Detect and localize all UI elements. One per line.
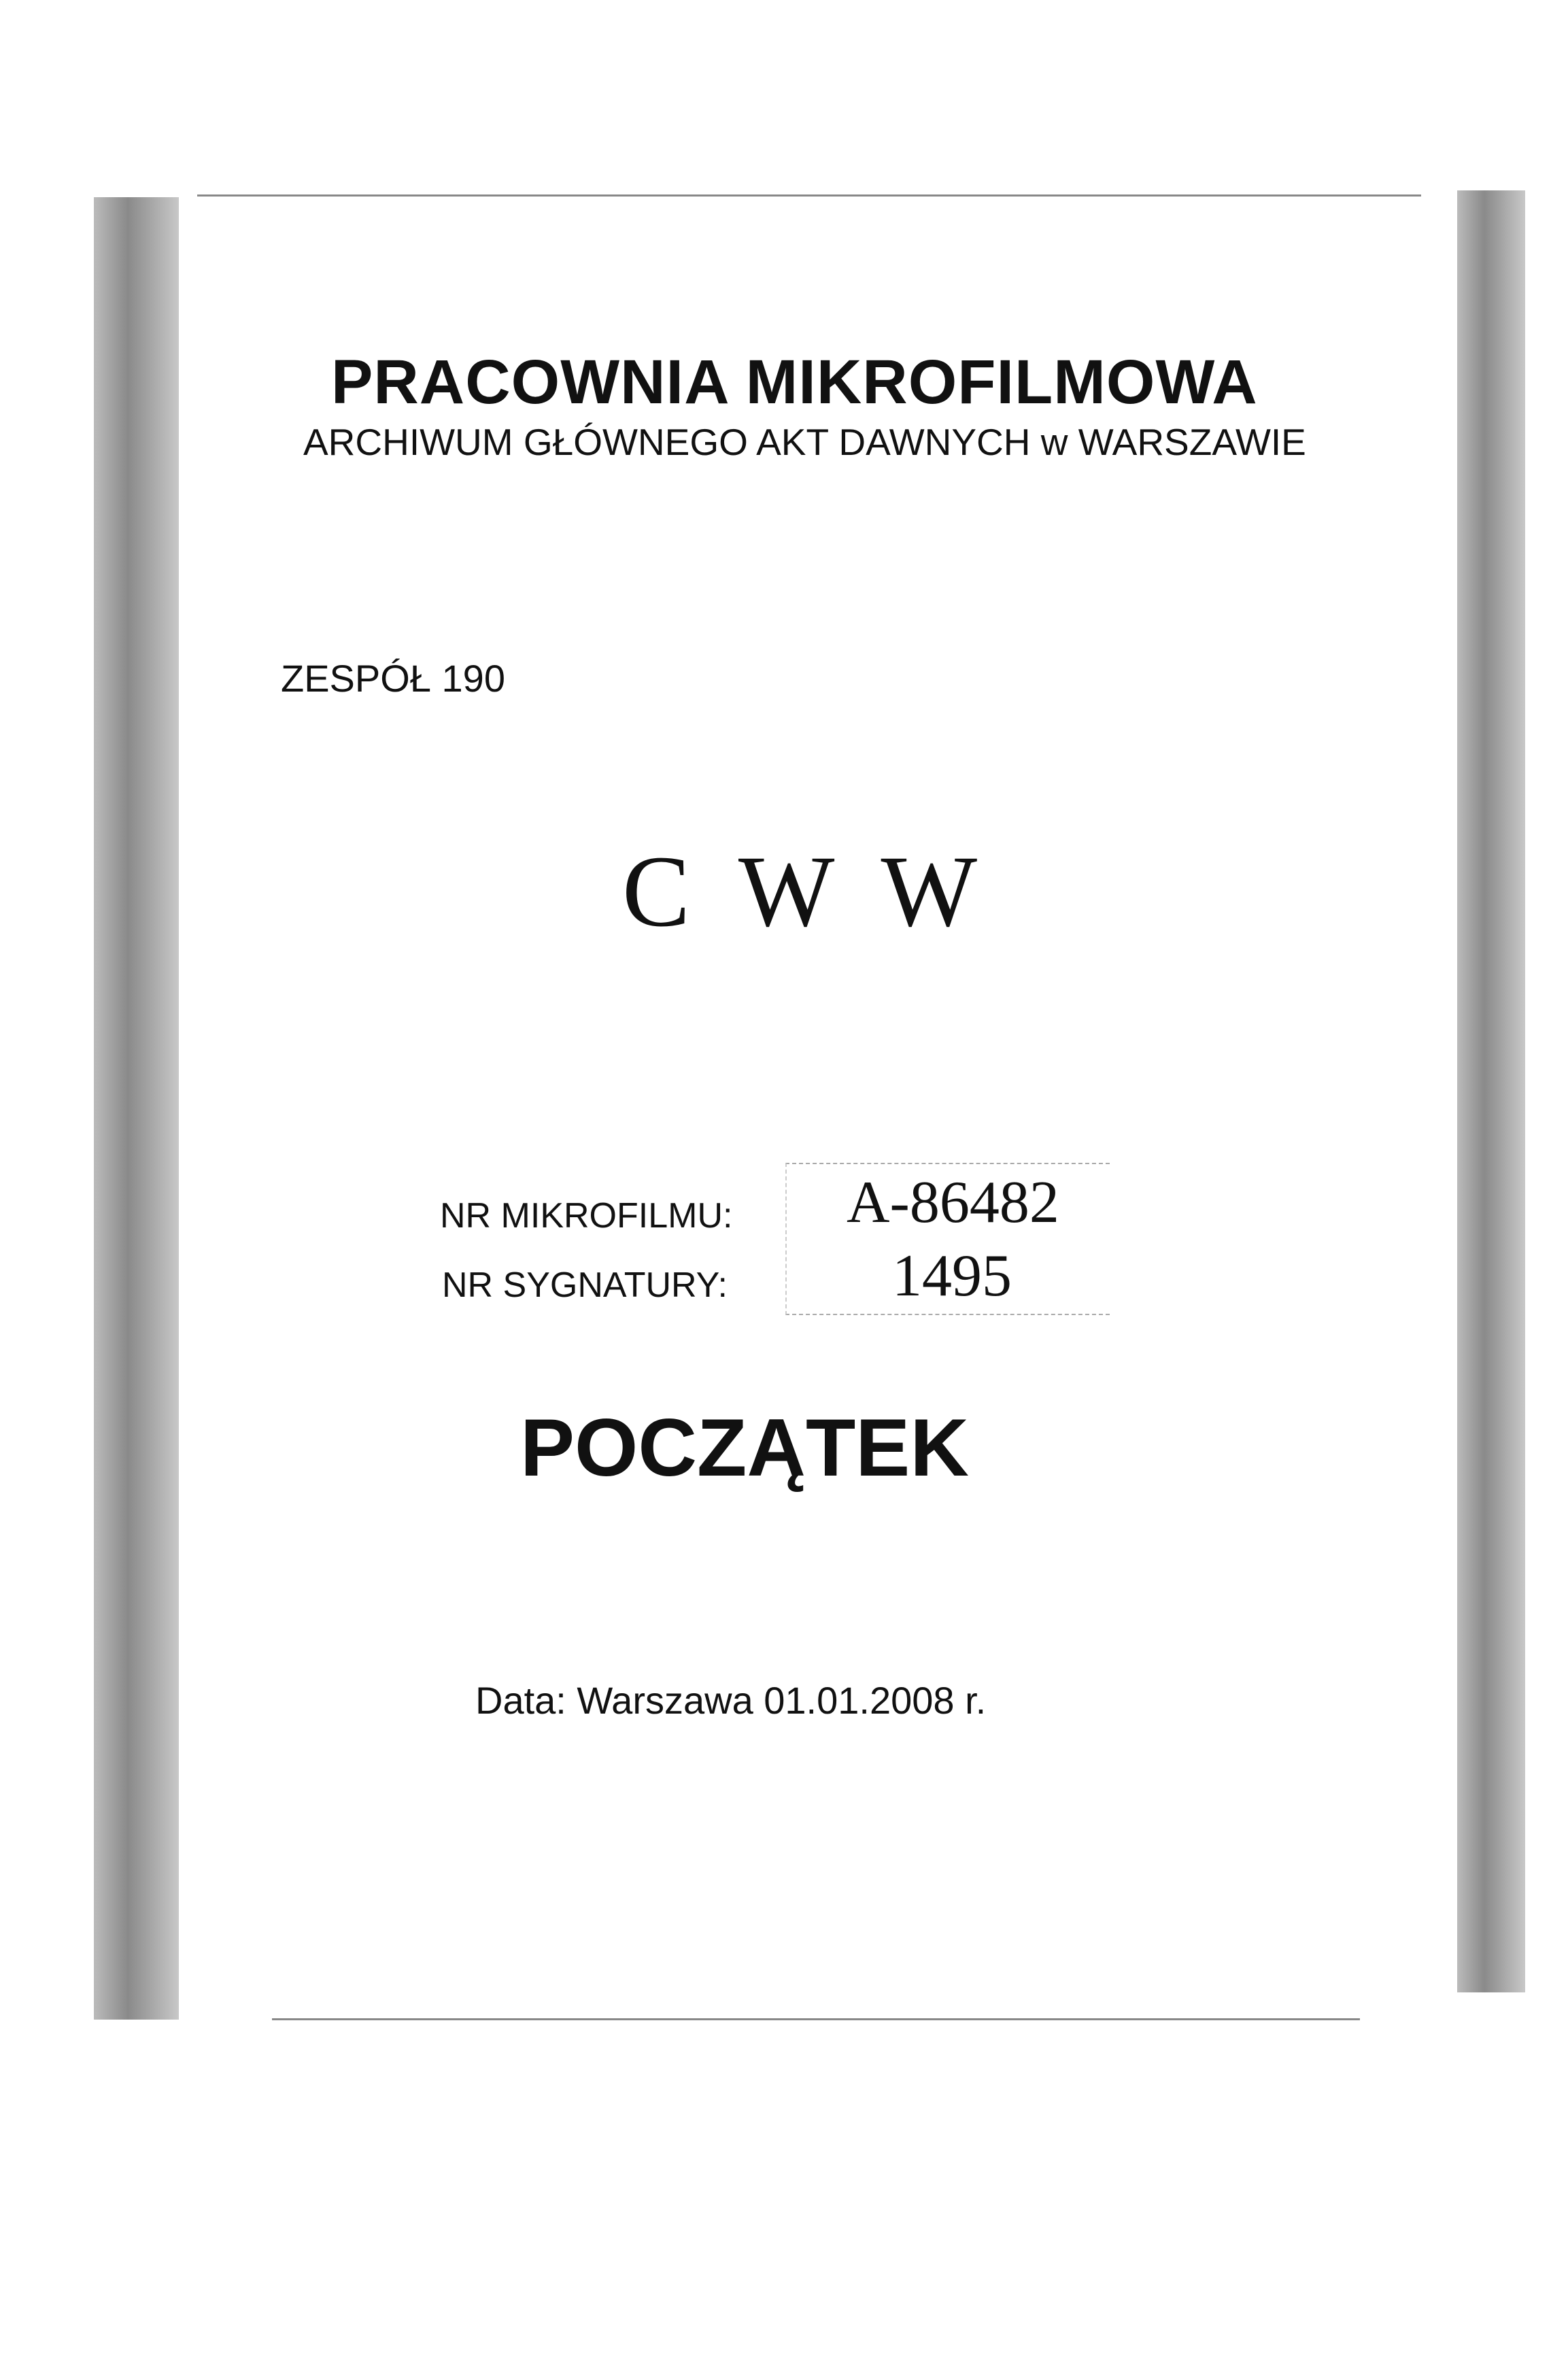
collection-code: C W W <box>622 835 990 948</box>
date-line: Data: Warszawa 01.01.2008 r. <box>475 1679 987 1722</box>
signature-value: 1495 <box>892 1243 1012 1309</box>
page-subtitle: ARCHIWUM GŁÓWNEGO AKT DAWNYCH w WARSZAWIE <box>303 421 1306 463</box>
left-film-edge <box>94 197 179 2020</box>
page-title: PRACOWNIA MIKROFILMOWA <box>331 347 1258 417</box>
microfilm-value: A-86482 <box>847 1170 1059 1236</box>
right-film-edge <box>1457 190 1525 1992</box>
top-border-line <box>197 194 1421 197</box>
bottom-border-line <box>272 2018 1360 2020</box>
microfilm-label: NR MIKROFILMU: <box>440 1196 733 1236</box>
fonds-number: ZESPÓŁ 190 <box>281 657 505 700</box>
signature-label: NR SYGNATURY: <box>442 1265 728 1305</box>
start-marker: POCZĄTEK <box>520 1402 969 1493</box>
